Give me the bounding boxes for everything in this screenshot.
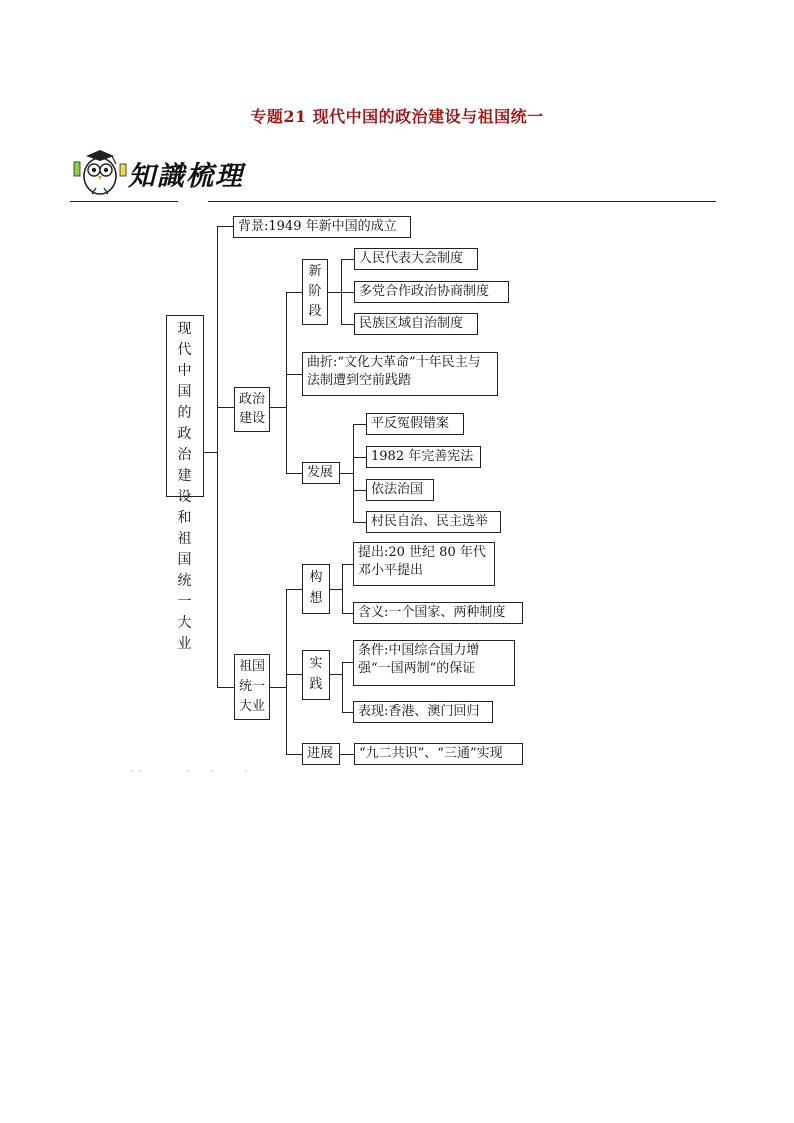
new-stage-item: 民族区域自治制度 [354,313,478,335]
connector-line [217,687,234,688]
development-item: 1982 年完善宪法 [366,446,481,468]
new-stage-item: 多党合作政治协商制度 [354,281,509,303]
connector-line [340,754,354,755]
connector-line [353,522,366,523]
connector-line [342,662,353,663]
concept-item: 含义:一个国家、两种制度 [353,602,523,624]
concept-item: 提出:20 世纪 80 年代邓小平提出 [353,542,495,586]
connector-line [340,473,354,474]
connector-line [286,473,302,474]
connector-line [342,712,353,713]
header-divider [70,201,178,202]
connector-line [341,259,354,260]
background-node: 背景:1949 年新中国的成立 [233,216,411,238]
practice-item: 条件:中国综合国力增强“一国两制”的保证 [353,640,515,686]
connector-line [286,754,302,755]
connector-line [286,292,287,474]
connector-line [217,226,234,227]
owl-mascot-icon [70,142,130,198]
progress-node: 进展 [302,743,340,765]
document-title: 专题21 现代中国的政治建设与祖国统一 [250,107,544,126]
connector-line [217,226,218,688]
section-heading: 知識梳理 [128,161,244,192]
setback-node: 曲折:“文化大革命”十年民主与法制遭到空前践踏 [302,352,498,396]
connector-line [342,564,343,614]
connector-line [204,452,218,453]
connector-line [342,613,353,614]
root-node: 现代中国的政治建设和祖国统一大业 [166,315,204,497]
connector-line [286,589,302,590]
connector-line [353,424,354,523]
connector-line [270,407,287,408]
development-node: 发展 [302,462,340,484]
practice-item: 表现:香港、澳门回归 [353,701,493,723]
connector-line [342,662,343,713]
connector-line [353,490,366,491]
development-item: 村民自治、民主选举 [366,511,501,533]
connector-line [341,292,354,293]
politics-node: 政治建设 [234,387,270,432]
connector-line [286,674,302,675]
development-item: 平反冤假错案 [366,413,464,435]
connector-line [286,374,302,375]
concept-node: 构想 [302,564,330,614]
practice-node: 实践 [302,650,330,700]
new-stage-item: 人民代表大会制度 [354,248,478,270]
unification-node: 祖国统一大业 [234,654,270,720]
connector-line [328,292,342,293]
connector-line [342,564,353,565]
progress-item: “九二共识”、“三通”实现 [354,743,523,765]
connector-line [353,457,366,458]
new-stage-node: 新阶段 [302,259,328,325]
development-item: 依法治国 [366,479,434,501]
connector-line [270,687,287,688]
connector-line [341,324,354,325]
scan-artifact [128,768,268,774]
connector-line [217,407,234,408]
header-divider [208,201,716,202]
connector-line [353,424,366,425]
connector-line [286,292,302,293]
connector-line [286,589,287,755]
